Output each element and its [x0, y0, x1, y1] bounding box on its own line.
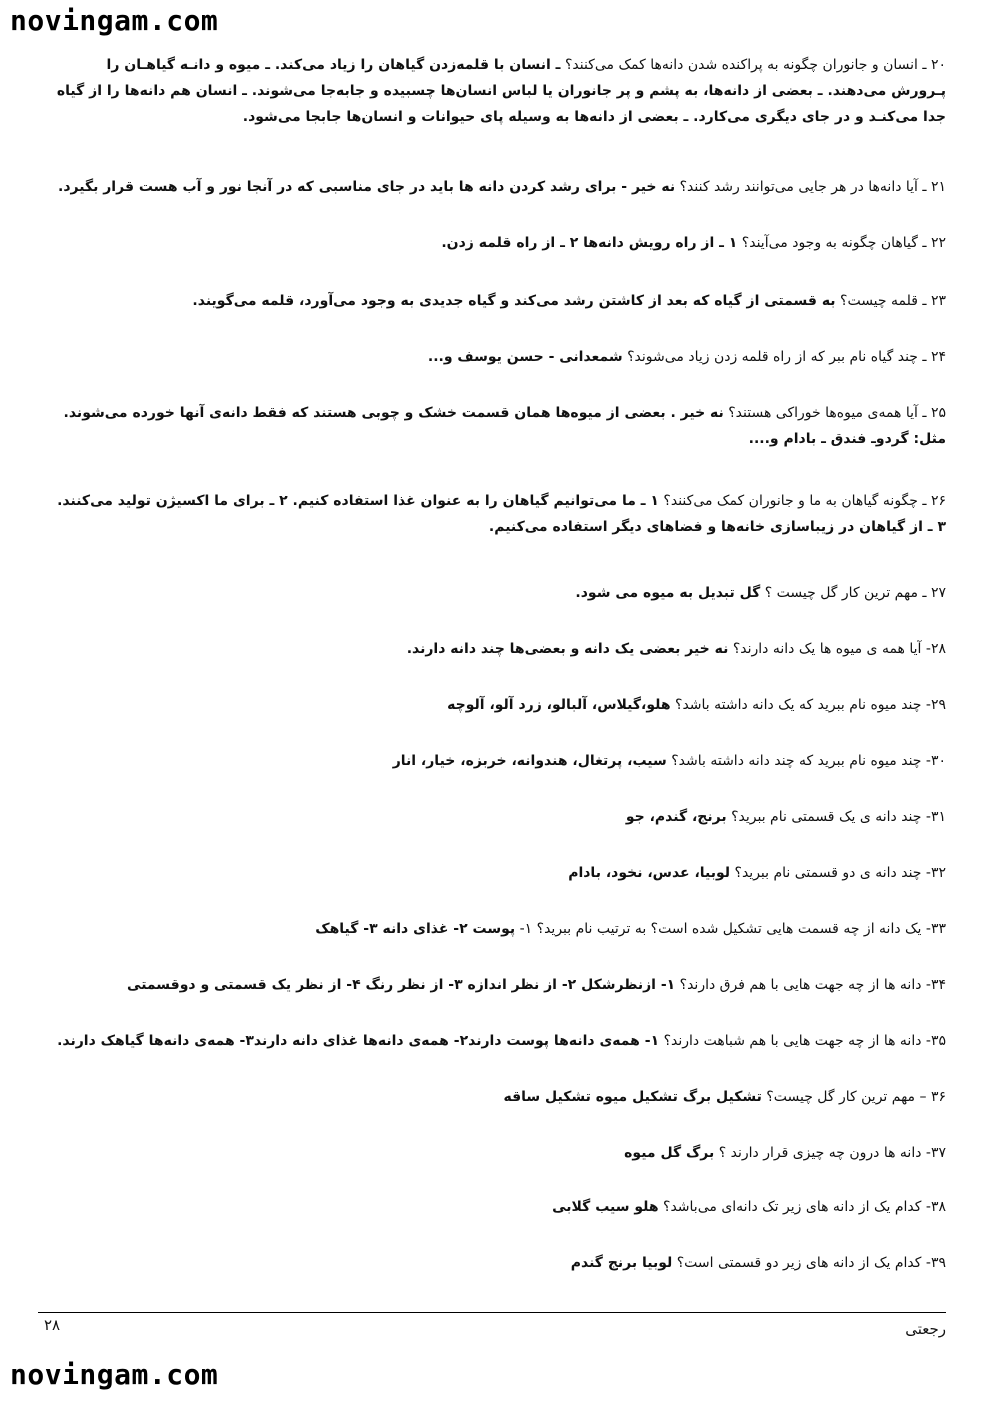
- question-text: ۲۲ ـ گیاهان چگونه به وجود می‌آیند؟: [741, 235, 946, 251]
- answer-text: ـ انسان با قلمه‌زدن گیاهان را زیاد می‌کند. ـ میوه و دانـه گیاهـان را پـرورش می‌دهند. ـ بعضی از دانه‌ها، به پشم و پر جانوران یا لباس انسان‌ها چسبیده و جابه‌جا می‌شوند. ـ انسان هم دانه‌ها را از گیاه جدا می‌کنـد و در جای دیگری می‌کارد. ـ بعضی از دانه‌ها به وسیله پای حیوانات و انسان‌ها جابجا می‌شود.: [56, 57, 946, 125]
- question-text: ۲۳ ـ قلمه چیست؟: [840, 293, 946, 309]
- answer-text: ۱- همه‌ی دانه‌ها پوست دارند۲- همه‌ی دانه‌ها غذای دانه دارند۳- همه‌ی دانه‌ها گیاهک دارند.: [57, 1033, 660, 1049]
- answer-text: ۱ ـ از راه رویش دانه‌ها ۲ ـ از راه قلمه زدن.: [441, 235, 738, 251]
- question-text: ۳۱- چند دانه ی یک قسمتی نام ببرید؟: [731, 809, 946, 825]
- answer-text: هلو سیب گلابی: [552, 1199, 659, 1215]
- site-watermark-top: novingam.com: [10, 4, 219, 37]
- qa-item-34: [48, 972, 946, 998]
- qa-item-29: [48, 692, 946, 718]
- qa-item-39: [48, 1250, 946, 1276]
- question-text: ۲۷ ـ مهم ترین کار گل چیست ؟: [764, 585, 946, 601]
- question-text: ۳۶ – مهم ترین کار گل چیست؟: [766, 1089, 946, 1105]
- question-text: ۳۲- چند دانه ی دو قسمتی نام ببرید؟: [734, 865, 946, 881]
- qa-item-24: [48, 344, 946, 370]
- question-text: ۳۹- کدام یک از دانه های زیر دو قسمتی است؟: [676, 1255, 946, 1271]
- qa-item-21: [48, 174, 946, 200]
- qa-item-23: [48, 288, 946, 314]
- question-text: ۲۰ ـ انسان و جانوران چگونه به پراکنده شدن دانه‌ها کمک می‌کنند؟: [564, 57, 946, 73]
- qa-item-25: [48, 400, 946, 452]
- qa-item-37: [48, 1140, 946, 1166]
- site-watermark-bottom: novingam.com: [10, 1358, 219, 1391]
- question-text: ۲۱ ـ آیا دانه‌ها در هر جایی می‌توانند رشد کنند؟: [679, 179, 946, 195]
- question-text: ۳۴- دانه ها از چه جهت هایی با هم فرق دارند؟: [679, 977, 946, 993]
- answer-text: نه خیر - برای رشد کردن دانه ها باید در جای مناسبی که در آنجا نور و آب هست قرار بگیرد.: [58, 179, 676, 195]
- question-text: ۲۸- آیا همه ی میوه ها یک دانه دارند؟: [732, 641, 946, 657]
- qa-item-38: [48, 1194, 946, 1220]
- answer-text: برنج، گندم، جو: [625, 809, 727, 825]
- footer-divider: [38, 1312, 946, 1313]
- qa-item-26: [48, 488, 946, 540]
- answer-text: نه خیر . بعضی از میوه‌ها همان قسمت خشک و چوبی هستند که فقط دانه‌ی آنها خورده می‌شوند. مثل: گردو‌ـ فندق ـ بادام و....: [63, 405, 946, 447]
- page-number: ۲۸: [44, 1316, 61, 1334]
- answer-text: تشکیل برگ تشکیل میوه تشکیل ساقه: [503, 1089, 762, 1105]
- qa-item-22: [48, 230, 946, 256]
- qa-item-30: [48, 748, 946, 774]
- question-text: ۳۰- چند میوه نام ببرید که چند دانه داشته باشد؟: [671, 753, 946, 769]
- question-text: ۳۸- کدام یک از دانه های زیر تک دانه‌ای می‌باشد؟: [663, 1199, 946, 1215]
- author-name: رجعتی: [905, 1320, 946, 1338]
- answer-text: گل تبدیل به میوه می شود.: [575, 585, 761, 601]
- answer-text: برگ گل میوه: [624, 1145, 715, 1161]
- answer-text: به قسمتی از گیاه که بعد از کاشتن رشد می‌کند و گیاه جدیدی به وجود می‌آورد، قلمه می‌گویند.: [192, 293, 836, 309]
- answer-text: هلو،گیلاس، آلبالو، زرد آلو، آلوچه: [447, 697, 671, 713]
- qa-item-33: [48, 916, 946, 942]
- answer-text: پوست ۲- غذای دانه ۳- گیاهک: [315, 921, 516, 937]
- qa-item-20: [48, 52, 946, 130]
- answer-text: نه خیر بعضی یک دانه و بعضی‌ها چند دانه دارند.: [406, 641, 729, 657]
- question-text: ۳۷- دانه ها درون چه چیزی قرار دارند ؟: [718, 1145, 946, 1161]
- qa-item-28: [48, 636, 946, 662]
- qa-item-35: [48, 1028, 946, 1054]
- answer-text: ۱- ازنظرشکل ۲- از نظر اندازه ۳- از نظر رنگ ۴- از نظر یک قسمتی و دوقسمتی: [127, 977, 676, 993]
- question-text: ۲۹- چند میوه نام ببرید که یک دانه داشته باشد؟: [675, 697, 946, 713]
- answer-text: سیب، پرتغال، هندوانه، خربزه، خیار، انار: [392, 753, 667, 769]
- question-text: ۳۳- یک دانه از چه قسمت هایی تشکیل شده است؟ به ترتیب نام ببرید؟ ۱-: [519, 921, 946, 937]
- qa-item-31: [48, 804, 946, 830]
- answer-text: لوبیا، عدس، نخود، بادام: [568, 865, 731, 881]
- qa-item-32: [48, 860, 946, 886]
- answer-text: لوبیا برنج گندم: [570, 1255, 673, 1271]
- qa-item-36: [48, 1084, 946, 1110]
- qa-item-27: [48, 580, 946, 606]
- answer-text: ۱ ـ ما می‌توانیم گیاهان را به عنوان غذا استفاده کنیم. ۲ ـ برای ما اکسیژن تولید می‌کنند. ۳ ـ از گیاهان در زیباسازی خانه‌ها و فضاهای دیگر استفاده می‌کنیم.: [57, 493, 946, 535]
- answer-text: شمعدانی - حسن یوسف و...: [427, 349, 623, 365]
- question-text: ۳۵- دانه ها از چه جهت هایی با هم شباهت دارند؟: [663, 1033, 946, 1049]
- question-text: ۲۶ ـ چگونه گیاهان به ما و جانوران کمک می‌کنند؟: [663, 493, 946, 509]
- question-text: ۲۴ ـ چند گیاه نام ببر که از راه قلمه زدن زیاد می‌شوند؟: [627, 349, 946, 365]
- question-text: ۲۵ ـ آیا همه‌ی میوه‌ها خوراکی هستند؟: [728, 405, 946, 421]
